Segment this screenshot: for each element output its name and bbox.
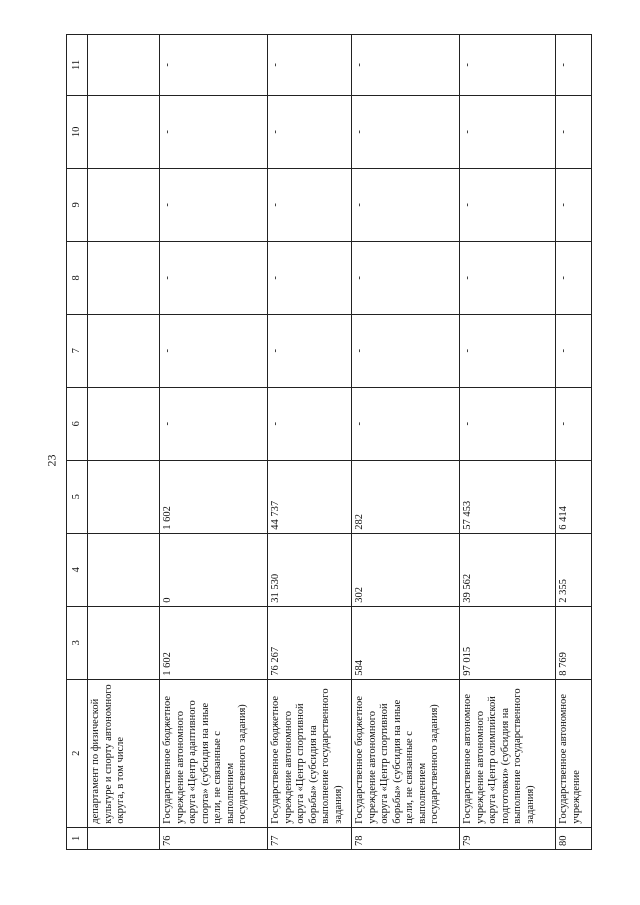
cell-5: 1 602: [160, 460, 268, 533]
cell-5: 6 414: [556, 460, 592, 533]
cell-8: -: [268, 241, 352, 314]
cell-5: 44 737: [268, 460, 352, 533]
cell-7: -: [556, 314, 592, 387]
cell-3: 584: [352, 606, 460, 679]
cell-4: 0: [160, 533, 268, 606]
cell-4: 2 355: [556, 533, 592, 606]
cell-3: 1 602: [160, 606, 268, 679]
cell-10: -: [556, 95, 592, 168]
header-cell: 2: [67, 679, 88, 827]
cell-8: -: [352, 241, 460, 314]
cell-8: [88, 241, 160, 314]
cell-11: -: [460, 35, 556, 96]
cell-6: -: [556, 387, 592, 460]
cell-10: [88, 95, 160, 168]
cell-10: -: [460, 95, 556, 168]
header-cell: 7: [67, 314, 88, 387]
cell-3: [88, 606, 160, 679]
cell-6: -: [352, 387, 460, 460]
cell-6: -: [160, 387, 268, 460]
cell-9: -: [268, 168, 352, 241]
table-row: [556, 35, 592, 850]
row-number: [88, 827, 160, 849]
cell-7: -: [352, 314, 460, 387]
header-cell: 5: [67, 460, 88, 533]
cell-6: -: [460, 387, 556, 460]
row-name: Государственное бюджетное учреждение автономного округа «Центр спортивной борьбы» (субсидия на иные цели, не связанные с выполнением государственного задания): [352, 679, 460, 827]
header-cell: 8: [67, 241, 88, 314]
header-cell: 10: [67, 95, 88, 168]
header-row: [67, 35, 88, 850]
cell-4: 302: [352, 533, 460, 606]
header-cell: 3: [67, 606, 88, 679]
cell-11: -: [160, 35, 268, 96]
header-cell: 4: [67, 533, 88, 606]
cell-7: -: [460, 314, 556, 387]
cell-5: 282: [352, 460, 460, 533]
cell-10: -: [160, 95, 268, 168]
table-row: [88, 35, 160, 850]
cell-3: 76 267: [268, 606, 352, 679]
cell-7: [88, 314, 160, 387]
cell-8: -: [460, 241, 556, 314]
row-name: Государственное бюджетное учреждение автономного округа «Центр спортивной борьбы» (субсидия на выполнение государственного задания): [268, 679, 352, 827]
row-number: 78: [352, 827, 460, 849]
rotated-table-area: [66, 34, 582, 850]
cell-7: -: [268, 314, 352, 387]
row-name: Государственное автономное учреждение автономного округа «Центр олимпийской подготовки» (субсидия на выполнение государственного задания): [460, 679, 556, 827]
cell-7: -: [160, 314, 268, 387]
cell-11: -: [268, 35, 352, 96]
table-row: [460, 35, 556, 850]
row-number: 80: [556, 827, 592, 849]
cell-6: [88, 387, 160, 460]
cell-9: -: [160, 168, 268, 241]
cell-11: [88, 35, 160, 96]
row-number: 77: [268, 827, 352, 849]
cell-11: -: [556, 35, 592, 96]
table-row: [352, 35, 460, 850]
cell-4: 39 562: [460, 533, 556, 606]
cell-9: [88, 168, 160, 241]
table-row: [160, 35, 268, 850]
cell-9: -: [352, 168, 460, 241]
cell-10: -: [352, 95, 460, 168]
cell-9: -: [460, 168, 556, 241]
cell-4: [88, 533, 160, 606]
row-number: 76: [160, 827, 268, 849]
header-cell: 1: [67, 827, 88, 849]
page-number: 23: [44, 454, 59, 467]
row-name: Государственное бюджетное учреждение автономного округа «Центр адаптивного спорта» (субсидия на иные цели, не связанные с выполнением государственного задания): [160, 679, 268, 827]
cell-9: -: [556, 168, 592, 241]
cell-11: -: [352, 35, 460, 96]
cell-8: -: [556, 241, 592, 314]
cell-8: -: [160, 241, 268, 314]
cell-5: 57 453: [460, 460, 556, 533]
header-cell: 11: [67, 35, 88, 96]
cell-3: 97 015: [460, 606, 556, 679]
cell-10: -: [268, 95, 352, 168]
table-row: [268, 35, 352, 850]
cell-5: [88, 460, 160, 533]
cell-4: 31 530: [268, 533, 352, 606]
budget-table: [66, 34, 592, 850]
header-cell: 9: [67, 168, 88, 241]
header-cell: 6: [67, 387, 88, 460]
row-number: 79: [460, 827, 556, 849]
cell-6: -: [268, 387, 352, 460]
row-name: департамент по физической культуре и спорту автономного округа, в том числе: [88, 679, 160, 827]
cell-3: 8 769: [556, 606, 592, 679]
row-name: Государственное автономное учреждение: [556, 679, 592, 827]
